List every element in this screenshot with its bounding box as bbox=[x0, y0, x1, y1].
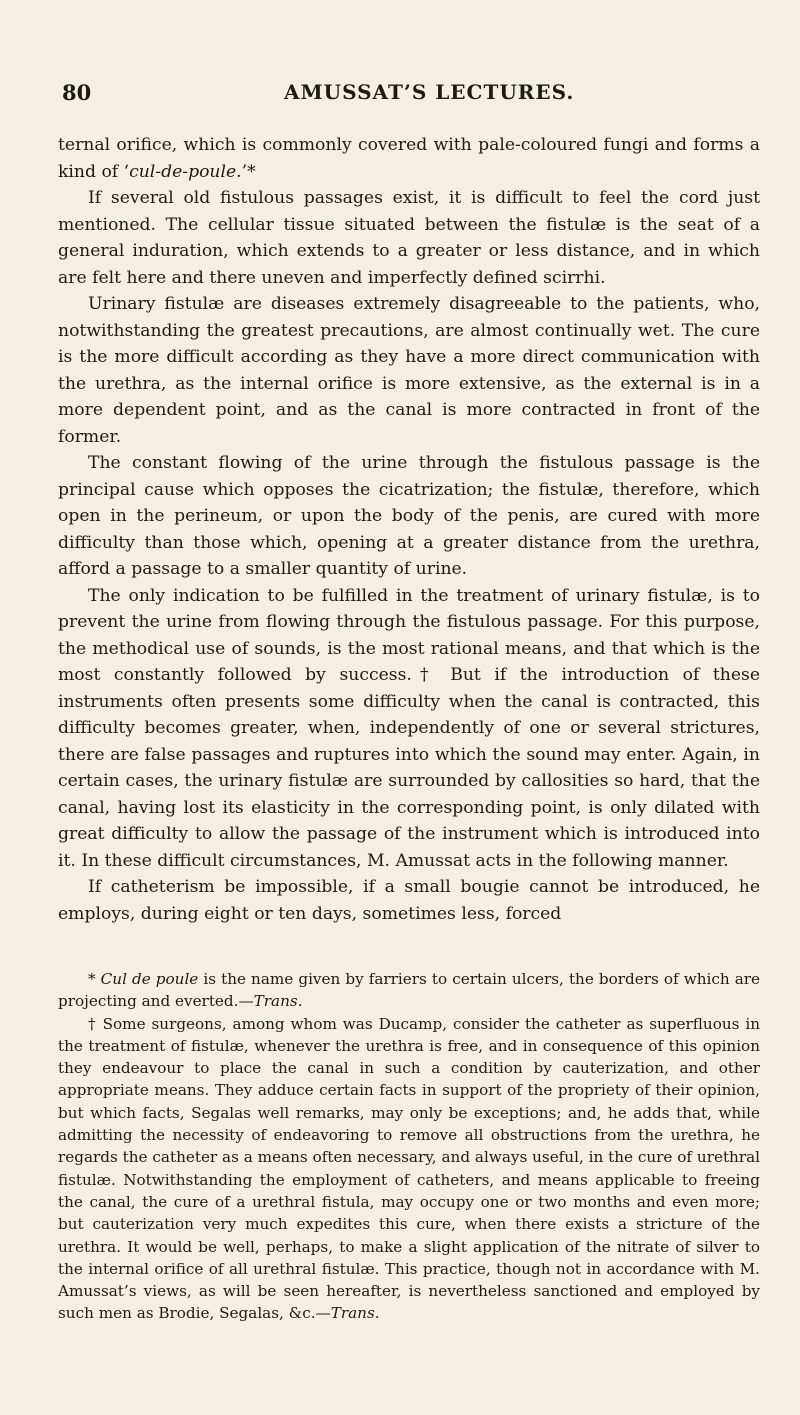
footnote-2 bbox=[58, 1013, 760, 1325]
italic-term: cul-de-poule bbox=[129, 161, 237, 182]
paragraph: If several old fistulous passages exist, it is difficult to feel the cord just mentioned. The cellular tissue situated between the fistulæ is the seat of a general induration, which extends to a greater or less distance, and in which are felt here and there uneven and imperfectly defined scirrhi. bbox=[58, 188, 760, 288]
footnotes bbox=[58, 968, 760, 1325]
paragraph-text-tail: .’* bbox=[236, 161, 256, 182]
paragraph: The only indication to be fulfilled in the treatment of urinary fistulæ, is to prevent the urine from flowing through the fistulous passage. For this purpose, the methodical use of sounds, is the most rational means, and that which is the most constantly followed by success.† But if the introduction of these instruments often presents some difficulty when the canal is contracted, this difficulty becomes greater, when, independently of one or several strictures, there are false passages and ruptures into which the sound may enter. Again, in certain cases, the urinary fistulæ are surrounded by callosities so hard, that the canal, having lost its elasticity in the corresponding point, is only dilated with great difficulty to allow the passage of the instrument which is introduced into it. In these difficult circumstances, M. Amussat acts in the following manner. bbox=[58, 585, 760, 871]
translator-mark: Trans. bbox=[253, 992, 303, 1011]
running-head: AMUSSAT’S LECTURES. bbox=[284, 80, 575, 104]
footnote-text: † Some surgeons, among whom was Ducamp, consider the catheter as superfluous in the treatment of fistulæ, whenever the urethra is free, and in consequence of this opinion they endeavour to place the canal in such a condition by cauterization, and other appropriate means. They adduce certain facts in support of the propriety of their opinion, but which facts, Segalas well remarks, may only be exceptions; and, he adds that, while admitting the necessity of endeavoring to remove all obstructions from the urethra, he regards the catheter as a means often necessary, and always useful, in the cure of urethral fistulæ. Notwithstanding the employment of catheters, and means applicable to freeing the canal, the cure of a urethral fistula, may occupy one or two months and even more; but cauterization very much expedites this cure, when there exists a stricture of the urethra. It would be well, perhaps, to make a slight application of the nitrate of silver to the internal orifice of all urethral fistulæ. This practice, though not in accordance with M. Amussat’s views, as will be seen hereafter, is nevertheless sanctioned and employed by such men as Brodie, Segalas, &c.— bbox=[58, 1014, 760, 1323]
paragraph: Urinary fistulæ are diseases extremely disagreeable to the patients, who, notwithstanding the greatest precautions, are almost continually wet. The cure is the more difficult according as they have a more direct communication with the urethra, as the internal orifice is more extensive, as the external is in a more dependent point, and as the canal is more contracted in front of the former. bbox=[58, 294, 760, 447]
footnote-text: is the name given by farriers to certain ulcers, the borders of which are projecting and everted.— bbox=[58, 970, 761, 1011]
footnote-1 bbox=[58, 968, 760, 1013]
main-text bbox=[58, 132, 760, 927]
italic-term: Cul de poule bbox=[100, 970, 199, 988]
footnote-mark: * bbox=[88, 970, 101, 988]
paragraph-text: ternal orifice, which is commonly covered with pale-coloured fungi and forms a kind of ‘ bbox=[58, 135, 760, 182]
paragraph: The constant flowing of the urine through the fistulous passage is the principal cause which opposes the cicatrization; the fistulæ, therefore, which open in the perineum, or upon the body of the penis, are cured with more difficulty than those which, opening at a greater distance from the urethra, afford a passage to a smaller quantity of urine. bbox=[58, 453, 760, 579]
paragraph: If catheterism be impossible, if a small bougie cannot be introduced, he employs, during eight or ten days, sometimes less, forced bbox=[58, 877, 760, 924]
paragraph-continued bbox=[58, 132, 760, 185]
page-number: 80 bbox=[62, 80, 92, 105]
translator-mark: Trans. bbox=[330, 1304, 380, 1323]
page-header bbox=[62, 80, 760, 108]
